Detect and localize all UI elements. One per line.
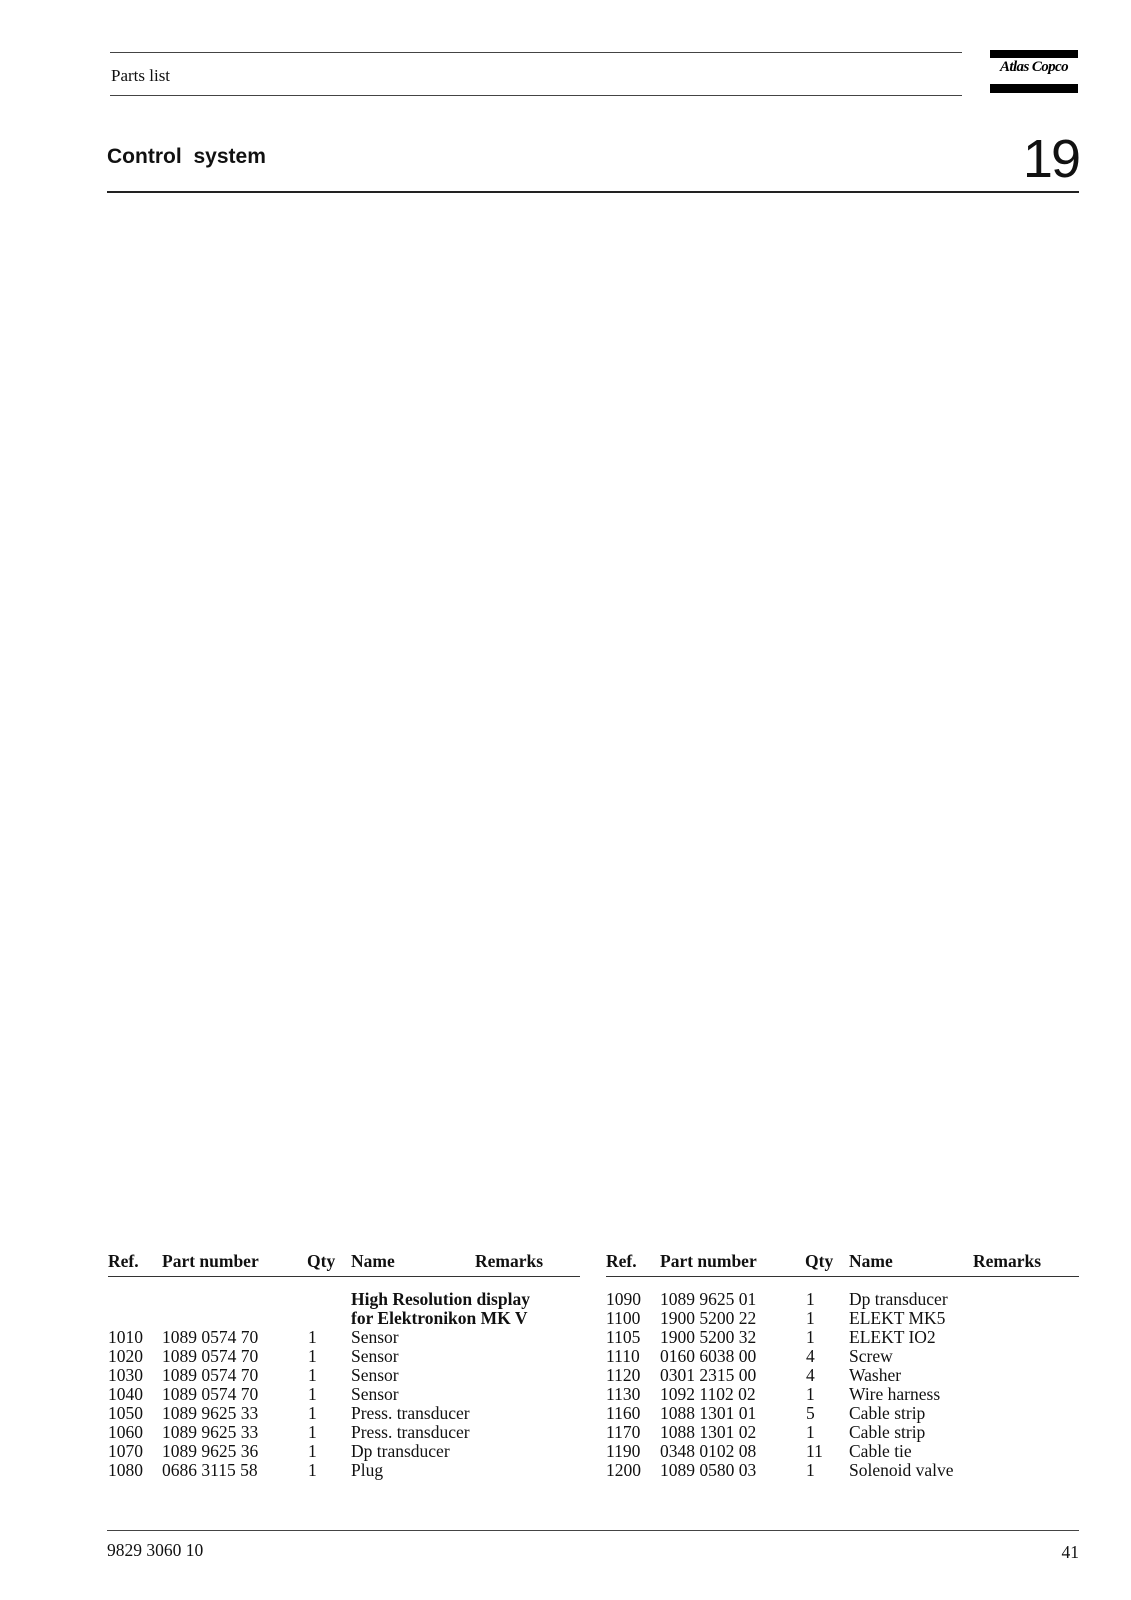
part-number-cell: 1900 5200 22: [660, 1308, 757, 1328]
page-title: Control system: [107, 145, 266, 168]
col-header-qty: Qty: [307, 1251, 336, 1271]
qty-cell: 1: [308, 1460, 317, 1480]
name-cell: Press. transducer: [351, 1403, 470, 1423]
col-header-part-number: Part number: [162, 1251, 259, 1271]
name-cell: ELEKT IO2: [849, 1327, 936, 1347]
part-number-cell: 1089 0580 03: [660, 1460, 757, 1480]
ref-cell: 1200: [606, 1460, 641, 1480]
name-cell: Cable strip: [849, 1403, 926, 1423]
ref-cell: 1130: [606, 1384, 641, 1404]
section-label: Parts list: [111, 66, 171, 85]
qty-cell: 4: [806, 1346, 815, 1366]
part-number-cell: 1089 0574 70: [162, 1327, 259, 1347]
col-header-name: Name: [849, 1251, 893, 1271]
part-number-cell: 0686 3115 58: [162, 1460, 258, 1480]
ref-cell: 1080: [108, 1460, 143, 1480]
col-header-remarks: Remarks: [475, 1251, 544, 1271]
ref-cell: 1190: [606, 1441, 641, 1461]
name-cell: Cable tie: [849, 1441, 912, 1461]
header-bottom-rule: [110, 95, 962, 96]
page-number: 41: [1061, 1542, 1079, 1562]
name-cell: Cable strip: [849, 1422, 926, 1442]
ref-cell: 1090: [606, 1289, 641, 1309]
atlas-copco-logo: [990, 50, 1078, 94]
qty-cell: 1: [806, 1384, 815, 1404]
part-number-cell: 0348 0102 08: [660, 1441, 757, 1461]
qty-cell: 1: [806, 1460, 815, 1480]
ref-cell: 1070: [108, 1441, 143, 1461]
part-number-cell: 1900 5200 32: [660, 1327, 757, 1347]
header-top-rule: [110, 52, 962, 53]
ref-cell: 1100: [606, 1308, 641, 1328]
ref-cell: 1010: [108, 1327, 143, 1347]
part-number-cell: 1089 0574 70: [162, 1384, 259, 1404]
ref-cell: 1020: [108, 1346, 143, 1366]
ref-cell: 1060: [108, 1422, 143, 1442]
header-rule: [108, 1276, 580, 1277]
ref-cell: 1120: [606, 1365, 641, 1385]
ref-cell: 1105: [606, 1327, 641, 1347]
ref-cell: 1040: [108, 1384, 143, 1404]
part-number-cell: 1089 9625 36: [162, 1441, 259, 1461]
logo-top-bar: [990, 50, 1078, 58]
qty-cell: 1: [806, 1308, 815, 1328]
ref-cell: 1050: [108, 1403, 143, 1423]
qty-cell: 1: [308, 1403, 317, 1423]
qty-cell: 1: [806, 1327, 815, 1347]
name-cell: Screw: [849, 1346, 893, 1366]
group-heading-line-2: for Elektronikon MK V: [351, 1308, 528, 1328]
part-number-cell: 1088 1301 02: [660, 1422, 757, 1442]
qty-cell: 11: [806, 1441, 823, 1461]
part-number-cell: 0160 6038 00: [660, 1346, 757, 1366]
qty-cell: 1: [308, 1422, 317, 1442]
name-cell: Sensor: [351, 1365, 399, 1385]
ref-cell: 1030: [108, 1365, 143, 1385]
chapter-number: 19: [1022, 129, 1079, 189]
group-heading-line-1: High Resolution display: [351, 1289, 530, 1309]
name-cell: Solenoid valve: [849, 1460, 954, 1480]
part-number-cell: 1089 9625 33: [162, 1403, 259, 1423]
document-number: 9829 3060 10: [107, 1540, 204, 1560]
name-cell: ELEKT MK5: [849, 1308, 946, 1328]
title-rule: [107, 191, 1079, 193]
part-number-cell: 1089 9625 33: [162, 1422, 259, 1442]
part-number-cell: 1092 1102 02: [660, 1384, 756, 1404]
header-rule: [606, 1276, 1079, 1277]
ref-cell: 1110: [606, 1346, 640, 1366]
qty-cell: 1: [308, 1327, 317, 1347]
name-cell: Sensor: [351, 1346, 399, 1366]
part-number-cell: 1089 0574 70: [162, 1346, 259, 1366]
qty-cell: 5: [806, 1403, 815, 1423]
logo-bottom-bar: [990, 84, 1078, 93]
footer-rule: [107, 1530, 1079, 1531]
qty-cell: 1: [308, 1365, 317, 1385]
qty-cell: 1: [308, 1346, 317, 1366]
col-header-ref: Ref.: [108, 1251, 139, 1271]
name-cell: Sensor: [351, 1327, 399, 1347]
name-cell: Wire harness: [849, 1384, 941, 1404]
qty-cell: 1: [308, 1384, 317, 1404]
qty-cell: 1: [806, 1289, 815, 1309]
col-header-ref: Ref.: [606, 1251, 637, 1271]
name-cell: Plug: [351, 1460, 384, 1480]
part-number-cell: 1089 0574 70: [162, 1365, 259, 1385]
part-number-cell: 1088 1301 01: [660, 1403, 757, 1423]
qty-cell: 1: [308, 1441, 317, 1461]
name-cell: Dp transducer: [351, 1441, 450, 1461]
part-number-cell: 1089 9625 01: [660, 1289, 757, 1309]
col-header-name: Name: [351, 1251, 395, 1271]
col-header-remarks: Remarks: [973, 1251, 1042, 1271]
ref-cell: 1160: [606, 1403, 641, 1423]
col-header-part-number: Part number: [660, 1251, 757, 1271]
qty-cell: 1: [806, 1422, 815, 1442]
ref-cell: 1170: [606, 1422, 641, 1442]
part-number-cell: 0301 2315 00: [660, 1365, 757, 1385]
logo-wordmark: Atlas Copco: [1000, 59, 1068, 75]
name-cell: Dp transducer: [849, 1289, 948, 1309]
name-cell: Sensor: [351, 1384, 399, 1404]
name-cell: Press. transducer: [351, 1422, 470, 1442]
col-header-qty: Qty: [805, 1251, 834, 1271]
qty-cell: 4: [806, 1365, 815, 1385]
name-cell: Washer: [849, 1365, 902, 1385]
